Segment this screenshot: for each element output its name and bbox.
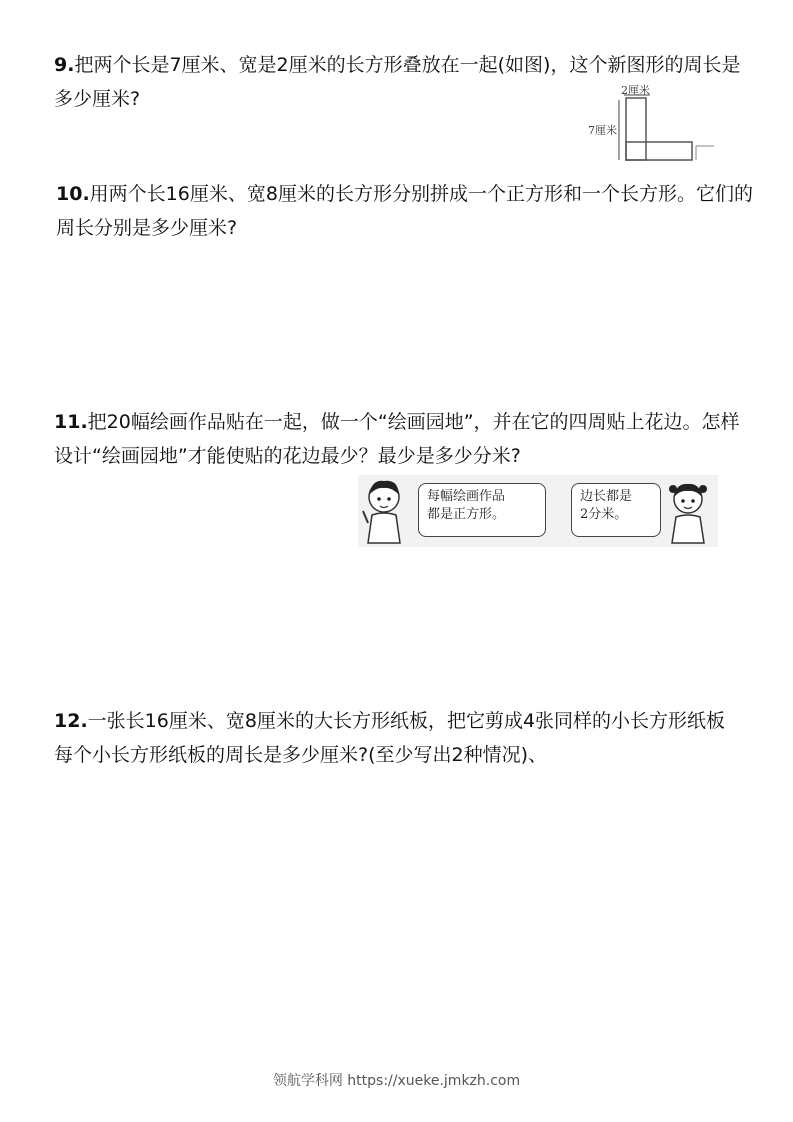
question-text: 把两个长是7厘米、宽是2厘米的长方形叠放在一起(如图)，这个新图形的周长是多少厘米? [54,54,741,110]
question-number: 10. [56,183,90,205]
question-text: 用两个长16厘米、宽8厘米的长方形分别拼成一个正方形和一个长方形。它们的周长分别是多少厘米? [56,183,753,239]
question-number: 12. [54,710,88,732]
rectangles-drawing [588,80,728,170]
question-number: 9. [54,54,75,76]
rectangles-figure [588,80,728,170]
bubble-line: 每幅绘画作品 [427,489,506,504]
bubble-line: 2分米。 [580,507,628,522]
girl-icon [664,475,714,547]
boy-icon [362,475,412,547]
question-text: 一张长16厘米、宽8厘米的大长方形纸板，把它剪成4张同样的小长方形纸板 每个小长方形纸板的周长是多少厘米?(至少写出2种情况)、 [54,710,745,766]
girl-speech-bubble [571,483,661,537]
length-label: 7厘米 [588,124,617,137]
question-text: 把20幅绘画作品贴在一起，做一个“绘画园地”，并在它的四周贴上花边。怎样设计“绘画园地”才能使贴的花边最少？最少是多少分米? [54,411,740,467]
question-12 [54,704,754,772]
footer-watermark: 领航学科网 https://xueke.jmkzh.com [272,1073,521,1089]
bubble-line: 边长都是 [580,489,633,504]
boy-speech-bubble [418,483,546,537]
width-label: 2厘米 [621,84,650,97]
dialogue-figure [358,475,718,547]
bubble-line: 都是正方形。 [427,507,506,522]
question-10 [56,177,756,245]
question-number: 11. [54,411,88,433]
question-11 [54,405,754,473]
